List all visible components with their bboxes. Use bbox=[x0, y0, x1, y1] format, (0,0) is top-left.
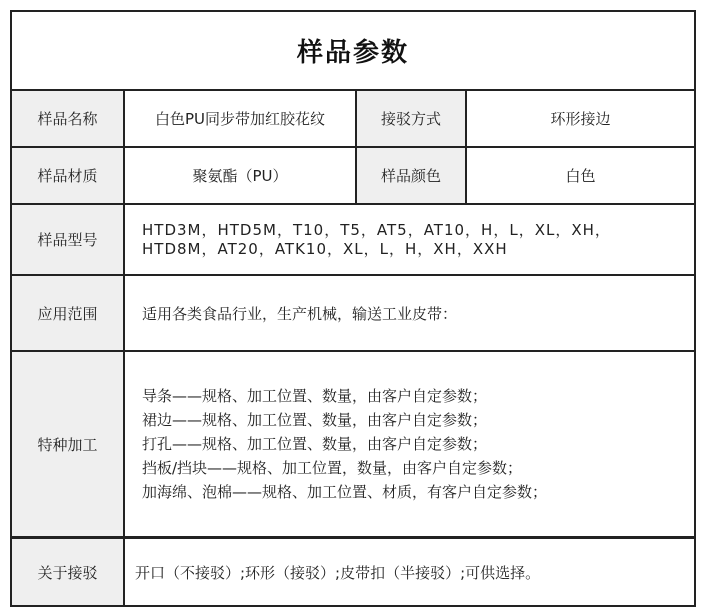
value-joint-info: 开口（不接驳）;环形（接驳）;皮带扣（半接驳）;可供选择。 bbox=[135, 563, 541, 582]
table-title: 样品参数 bbox=[296, 38, 409, 68]
label-sample-material: 样品材质 bbox=[12, 148, 125, 203]
model-line: HTD8M，AT20，ATK10，XL，L，H，XH，XXH bbox=[142, 239, 508, 258]
value-joint-method: 环形接边 bbox=[550, 110, 611, 128]
label-sample-model: 样品型号 bbox=[12, 205, 125, 274]
label-special-processing: 特种加工 bbox=[12, 352, 125, 536]
label-application-range: 应用范围 bbox=[12, 276, 125, 350]
row-special-processing bbox=[12, 350, 694, 536]
processing-line: 挡板/挡块——规格、加工位置，数量，由客户自定参数； bbox=[142, 459, 523, 477]
processing-line: 加海绵、泡棉——规格、加工位置、材质，有客户自定参数； bbox=[142, 483, 548, 501]
value-sample-model bbox=[125, 205, 694, 274]
processing-line: 打孔——规格、加工位置、数量，由客户自定参数； bbox=[142, 435, 488, 453]
label-joint-method: 接驳方式 bbox=[355, 91, 467, 146]
label-sample-name: 样品名称 bbox=[12, 91, 125, 146]
row-sample-model bbox=[12, 203, 694, 274]
row-sample-material bbox=[12, 146, 694, 203]
row-joint-info bbox=[12, 536, 694, 605]
row-application-range bbox=[12, 274, 694, 350]
value-sample-color: 白色 bbox=[565, 167, 596, 185]
row-sample-name bbox=[12, 89, 694, 146]
processing-line: 裙边——规格、加工位置、数量，由客户自定参数； bbox=[142, 411, 488, 429]
label-sample-color: 样品颜色 bbox=[355, 148, 467, 203]
value-application-range: 适用各类食品行业，生产机械，输送工业皮带： bbox=[142, 304, 458, 323]
value-special-processing bbox=[125, 352, 694, 536]
label-joint-info: 关于接驳 bbox=[12, 539, 125, 605]
processing-line: 导条——规格、加工位置、数量，由客户自定参数； bbox=[142, 387, 488, 405]
value-sample-material: 聚氨酯（PU） bbox=[192, 167, 288, 185]
sample-parameters-table bbox=[10, 10, 696, 607]
model-line: HTD3M，HTD5M，T10，T5，AT5，AT10，H，L，XL，XH， bbox=[142, 220, 611, 239]
value-sample-name: 白色PU同步带加红胶花纹 bbox=[154, 110, 326, 128]
